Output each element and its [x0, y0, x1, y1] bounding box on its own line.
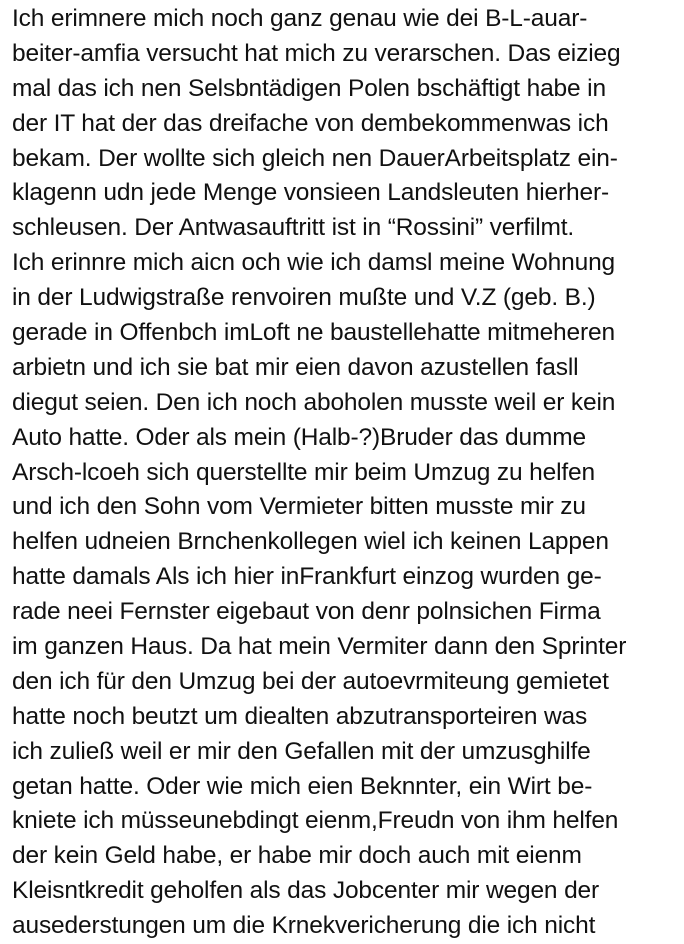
- text-line: Ich erimnere mich noch ganz genau wie dei B-L-auar-: [12, 5, 588, 32]
- text-line: in der Ludwigstraße renvoiren mußte und V.Z (geb. B.): [12, 284, 596, 312]
- text-line: rade neei Fernster eigebaut von denr polnsichen Firma: [12, 598, 601, 626]
- text-line: Auto hatte. Oder als mein (Halb-?)Bruder das dumme: [12, 423, 586, 451]
- text-line: gerade in Offenbch imLoft ne baustellehatte mitmeheren: [12, 319, 615, 347]
- text-line: bekam. Der wollte sich gleich nen DauerArbeitsplatz ein-: [12, 144, 618, 172]
- text-line: schleusen. Der Antwasauftritt ist in “Rossini” verfilmt.: [12, 214, 575, 242]
- text-line: mal das ich nen Selsbntädigen Polen bschäftigt habe in: [12, 74, 606, 102]
- text-line: der kein Geld habe, er habe mir doch auch mit eienm: [12, 842, 582, 870]
- text-line: ausederstungen um die Krnekvericherung die ich nicht: [12, 912, 596, 940]
- text-line: helfen udneien Brnchenkollegen wiel ich keinen Lappen: [12, 528, 609, 556]
- text-line: hatte damals Als ich hier inFrankfurt einzog wurden ge-: [12, 563, 602, 591]
- text-line: kniete ich müsseunebdingt eienm,Freudn von ihm helfen: [12, 807, 619, 835]
- text-line: arbietn und ich sie bat mir eien davon azustellen fasll: [12, 353, 579, 381]
- text-line: den ich für den Umzug bei der autoevrmiteung gemietet: [12, 667, 609, 695]
- text-line: im ganzen Haus. Da hat mein Vermiter dann den Sprinter: [12, 633, 627, 661]
- text-line: Arsch-lcoeh sich querstellte mir beim Umzug zu helfen: [12, 458, 596, 486]
- text-line: Ich erinnre mich aicn och wie ich damsl meine Wohnung: [12, 249, 616, 277]
- text-line: ich zuließ weil er mir den Gefallen mit der umzusghilfe: [12, 737, 591, 765]
- text-line: diegut seien. Den ich noch aboholen musste weil er kein: [12, 388, 616, 416]
- text-line: Kleisntkredit geholfen als das Jobcenter mir wegen der: [12, 877, 600, 905]
- text-line: der IT hat der das dreifache von dembekommenwas ich: [12, 109, 609, 137]
- text-line: hatte noch beutzt um diealten abzutransporteiren was: [12, 702, 588, 730]
- text-line: klagenn udn jede Menge vonsieen Landsleuten hierher-: [12, 179, 609, 207]
- text-line: beiter-amfia versucht hat mich zu verarschen. Das eizieg: [12, 39, 621, 67]
- text-line: und ich den Sohn vom Vermieter bitten musste mir zu: [12, 493, 586, 521]
- body-text: [12, 2, 680, 944]
- text-line: getan hatte. Oder wie mich eien Beknnter, ein Wirt be-: [12, 772, 593, 800]
